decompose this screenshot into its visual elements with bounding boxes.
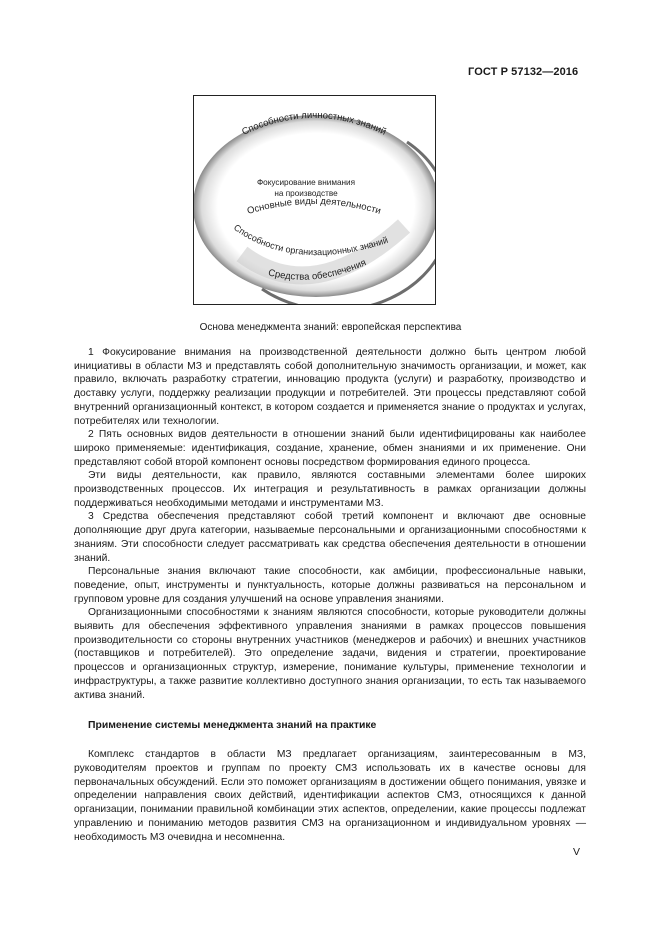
document-header: ГОСТ Р 57132—2016	[468, 66, 579, 78]
page-number: V	[573, 846, 581, 858]
paragraph-activities-integration: Эти виды деятельности, как правило, являются составными элементами более широких производственных процессов. Их интеграция и результативность в рамках организации должны поддерживаться необходимыми методами и инструментами МЗ.	[74, 470, 586, 509]
paragraph-personal-knowledge: Персональные знания включают такие способности, как амбиции, профессиональные навыки, поведение, опыт, инструменты и пунктуальность, которые должны развиваться на персональном и групповом уровне для создания улучшений на основе управления знаниями.	[74, 566, 586, 605]
paragraph-focus: 1 Фокусирование внимания на производственной деятельности должно быть центром любой инициативы в области МЗ и представлять собой дополнительную значимость организации, и может, как правило, включать разработку стратегии, инновацию продукта (услуги) и разработку, производство и доставку услуги, поддержку реализации продукции и потребителей. Эти процессы представляют собой внутренний организационный контекст, в котором создается и применяется знание о продуктах и услугах, потребителях или технологии.	[74, 347, 586, 427]
paragraph-org-knowledge: Организационными способностями к знаниям являются способности, которые руководители должны выявить для обеспечения эффективного управления знаниями в рамках процессов повышения производительности со стороны внутренних участников (менеджеров и рабочих) и внешних участников (поставщиков и потребителей). Это определение задачи, видения и стратегии, проектирование процессов и организационных структур, измерение, понимание культуры, применение технологии и инфраструктуры, а также развитие коллективно доступного знания организации, то есть так называемого актива знаний.	[74, 607, 586, 701]
center-label-line1: Фокусирование внимания	[256, 178, 356, 187]
paragraph-enablers: 3 Средства обеспечения представляют собой третий компонент и включают две основные дополняющие друг друга категории, называемые персональными и организационными способностями к знаниям. Эти способности следует рассматривать как средства обеспечения деятельности в отношении знаний.	[74, 511, 586, 564]
ring-label-personal-knowledge: Способности личностных знаний	[240, 109, 388, 138]
section-heading: Применение системы менеджмента знаний на практике	[88, 720, 377, 732]
km-framework-figure	[193, 95, 436, 305]
paragraph-practice: Комплекс стандартов в области МЗ предлагает организациям, заинтересованным в МЗ, руководителям проектов и группам по проекту СМЗ использовать их в качестве основы для первоначальных обсуждений. Если это поможет организациям в достижении общего понимания, увязке и определении направления своих действий, идентификации аспектов СМЗ, относящихся к данной организации, понимании правильной комбинации этих аспектов, определении, какие процессы подлежат управлению и пониманию методов развития СМЗ на организационном и индивидуальном уровнях — необходимость МЗ очевидна и несомненна.	[74, 749, 586, 843]
arc-label-org-capabilities: Способности организационных знаний	[231, 222, 390, 258]
paragraph-activities: 2 Пять основных видов деятельности в отношении знаний были идентифицированы как наиболее широко применяемые: идентификация, создание, хранение, обмен знаниями и их применение. Они представляют собой второй компонент основы посредством формирования единого процесса.	[74, 429, 586, 468]
center-label-line2: на производстве	[274, 189, 338, 198]
document-body	[74, 346, 586, 844]
km-framework-diagram	[194, 96, 436, 305]
figure-caption: Основа менеджмента знаний: европейская перспектива	[199, 322, 462, 333]
arc-label-core-activities: Основные виды деятельности	[245, 195, 383, 217]
arc-label-enablers: Средства обеспечения	[267, 257, 368, 283]
